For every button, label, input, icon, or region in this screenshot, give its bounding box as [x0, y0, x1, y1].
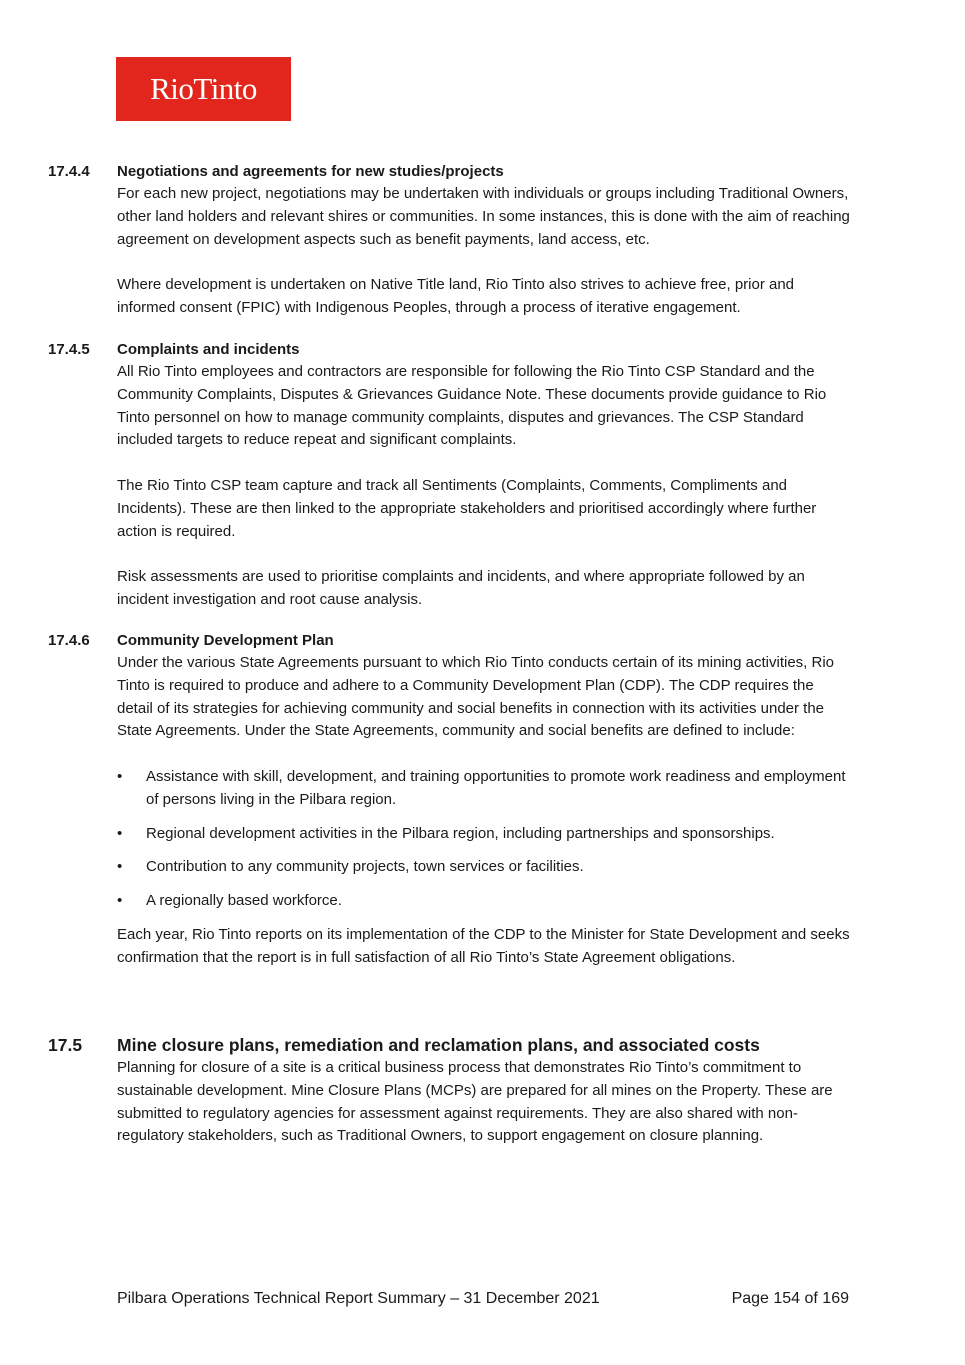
- list-item: • Regional development activities in the Pilbara region, including partnerships and sponsorships.: [117, 823, 852, 846]
- paragraph: Each year, Rio Tinto reports on its implementation of the CDP to the Minister for State Development and seeks confirmation that the report is in full satisfaction of all Rio Tinto’s State Agreement obligations.: [117, 925, 850, 966]
- list-item: • Assistance with skill, development, and training opportunities to promote work readiness and employment of persons living in the Pilbara region.: [117, 766, 852, 812]
- list-item: • A regionally based workforce.: [117, 890, 852, 913]
- paragraph: Planning for closure of a site is a critical business process that demonstrates Rio Tinto’s commitment to sustainable development. Mine Closure Plans (MCPs) are prepared for all mines on the Property. These are submitted to regulatory agencies for assessment against requirements. They are also shared with non-regulatory stakeholders, such as Traditional Owners, to support engagement on closure planning.: [117, 1059, 833, 1145]
- section-number: 17.4.5: [48, 341, 90, 358]
- section-heading: Complaints and incidents: [117, 341, 300, 358]
- paragraph: For each new project, negotiations may be undertaken with individuals or groups including Traditional Owners, other land holders and relevant shires or communities. In some instances, this is done with the aim of reaching agreement on development aspects such as benefit payments, land access, etc.: [117, 185, 850, 248]
- section-heading: Mine closure plans, remediation and reclamation plans, and associated costs: [117, 1035, 760, 1055]
- paragraph: Under the various State Agreements pursuant to which Rio Tinto conducts certain of its mining activities, Rio Tinto is required to produce and adhere to a Community Development Plan (CDP). The CDP requires the detail of its strategies for achieving community and social benefits in connection with its activities under the State Agreements. Under the State Agreements, community and social benefits are defined to include:: [117, 654, 835, 740]
- logo-text: RioTinto: [150, 71, 257, 106]
- section-number: 17.5: [48, 1035, 83, 1055]
- paragraph: Risk assessments are used to prioritise complaints and incidents, and where appropriate followed by an incident investigation and root cause analysis.: [117, 568, 805, 608]
- section-heading: Community Development Plan: [117, 632, 334, 649]
- page-footer: [117, 1288, 849, 1310]
- paragraph: Where development is undertaken on Native Title land, Rio Tinto also strives to achieve free, prior and informed consent (FPIC) with Indigenous Peoples, through a process of iterative engagement.: [117, 276, 795, 316]
- section-number: 17.4.4: [48, 163, 90, 180]
- paragraph: All Rio Tinto employees and contractors are responsible for following the Rio Tinto CSP Standard and the Community Complaints, Disputes & Grievances Guidance Note. These documents provide guidance to Rio Tinto personnel on how to manage community complaints, disputes and grievances. The CSP Standard included targets to reduce repeat and significant complaints.: [117, 363, 827, 449]
- section-heading: Negotiations and agreements for new studies/projects: [117, 163, 504, 180]
- page-number: Page 154 of 169: [731, 1290, 849, 1307]
- benefits-list: [117, 766, 852, 913]
- footer-title: Pilbara Operations Technical Report Summary – 31 December 2021: [117, 1290, 600, 1307]
- rio-tinto-logo: [116, 57, 291, 121]
- paragraph: The Rio Tinto CSP team capture and track all Sentiments (Complaints, Comments, Compliments and Incidents). These are then linked to the appropriate stakeholders and prioritised accordingly where further action is required.: [117, 476, 817, 540]
- section-number: 17.4.6: [48, 632, 90, 649]
- list-item: • Contribution to any community projects, town services or facilities.: [117, 856, 852, 879]
